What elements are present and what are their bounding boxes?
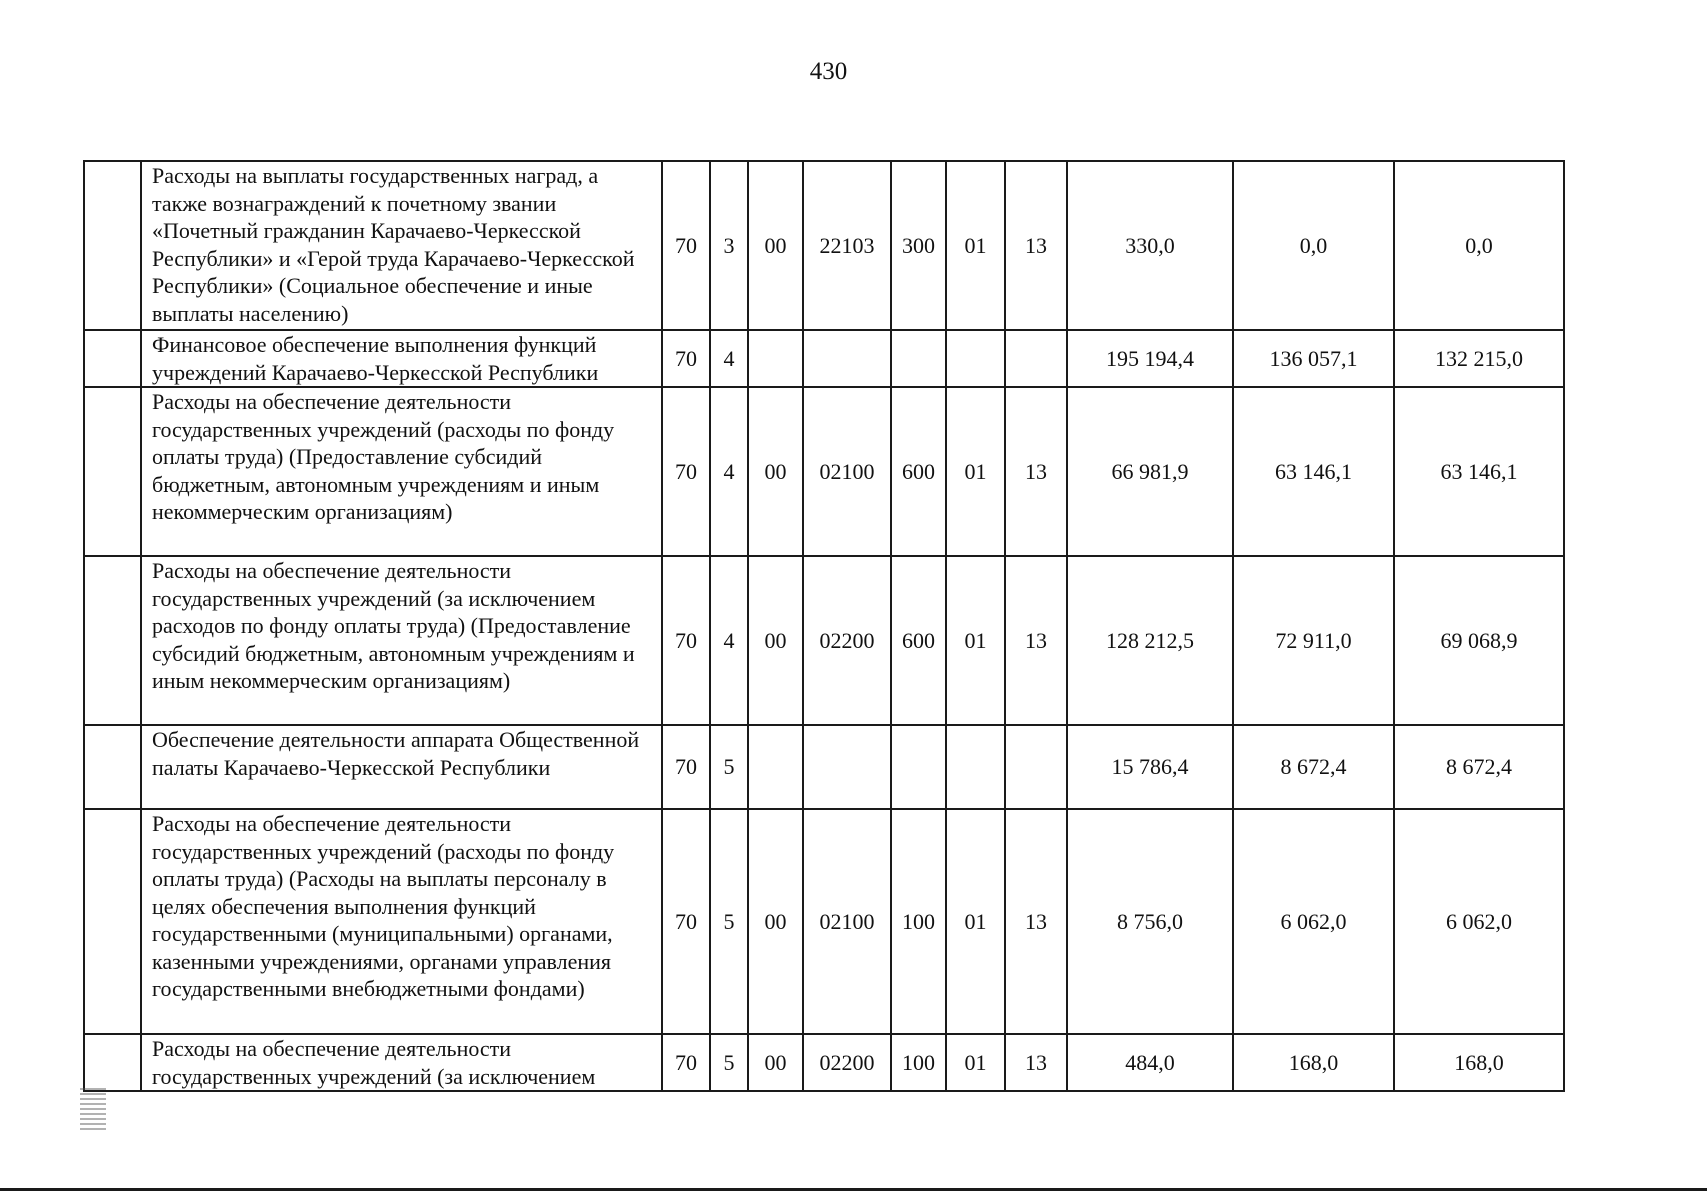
code-cell: 4 bbox=[710, 387, 748, 556]
code-cell: 01 bbox=[946, 809, 1005, 1034]
table-row bbox=[84, 387, 1564, 556]
table-row bbox=[84, 809, 1564, 1034]
code-cell: 01 bbox=[946, 387, 1005, 556]
code-cell: 70 bbox=[662, 556, 710, 725]
code-cell: 02100 bbox=[803, 387, 891, 556]
code-cell: 01 bbox=[946, 1034, 1005, 1091]
description-cell: Расходы на обеспечение деятельности государственных учреждений (за исключением bbox=[141, 1034, 662, 1091]
amount-cell: 66 981,9 bbox=[1067, 387, 1233, 556]
row-number-cell bbox=[84, 725, 141, 809]
code-cell: 300 bbox=[891, 161, 946, 330]
table-row bbox=[84, 161, 1564, 330]
code-cell: 13 bbox=[1005, 1034, 1067, 1091]
code-cell: 01 bbox=[946, 161, 1005, 330]
amount-cell: 195 194,4 bbox=[1067, 330, 1233, 387]
amount-cell: 8 672,4 bbox=[1394, 725, 1564, 809]
code-cell: 01 bbox=[946, 556, 1005, 725]
code-cell: 100 bbox=[891, 809, 946, 1034]
code-cell bbox=[946, 330, 1005, 387]
code-cell: 02200 bbox=[803, 1034, 891, 1091]
amount-cell: 484,0 bbox=[1067, 1034, 1233, 1091]
description-cell: Расходы на выплаты государственных наград, а также вознаграждений к почетному звании «Почетный гражданин Карачаево-Черкесской Республики» и «Герой труда Карачаево-Черкесской Республики» (Социальное обеспечение и иные выплаты населению) bbox=[141, 161, 662, 330]
amount-cell: 72 911,0 bbox=[1233, 556, 1394, 725]
code-cell bbox=[1005, 725, 1067, 809]
budget-table bbox=[83, 160, 1565, 1092]
amount-cell: 0,0 bbox=[1394, 161, 1564, 330]
row-number-cell bbox=[84, 387, 141, 556]
code-cell: 3 bbox=[710, 161, 748, 330]
page-number: 430 bbox=[809, 58, 848, 85]
code-cell: 70 bbox=[662, 1034, 710, 1091]
description-cell: Обеспечение деятельности аппарата Общественной палаты Карачаево-Черкесской Республики bbox=[141, 725, 662, 809]
code-cell: 00 bbox=[748, 161, 803, 330]
amount-cell: 136 057,1 bbox=[1233, 330, 1394, 387]
code-cell bbox=[1005, 330, 1067, 387]
amount-cell: 63 146,1 bbox=[1394, 387, 1564, 556]
code-cell: 70 bbox=[662, 809, 710, 1034]
code-cell: 02100 bbox=[803, 809, 891, 1034]
code-cell: 00 bbox=[748, 809, 803, 1034]
description-cell: Расходы на обеспечение деятельности государственных учреждений (расходы по фонду оплаты труда) (Предоставление субсидий бюджетным, автономным учреждениям и иным некоммерческим организациям) bbox=[141, 387, 662, 556]
code-cell bbox=[748, 330, 803, 387]
code-cell: 600 bbox=[891, 387, 946, 556]
code-cell: 5 bbox=[710, 1034, 748, 1091]
code-cell: 4 bbox=[710, 556, 748, 725]
code-cell: 5 bbox=[710, 725, 748, 809]
amount-cell: 6 062,0 bbox=[1233, 809, 1394, 1034]
code-cell: 13 bbox=[1005, 161, 1067, 330]
code-cell: 70 bbox=[662, 330, 710, 387]
code-cell: 00 bbox=[748, 1034, 803, 1091]
amount-cell: 15 786,4 bbox=[1067, 725, 1233, 809]
row-number-cell bbox=[84, 161, 141, 330]
amount-cell: 132 215,0 bbox=[1394, 330, 1564, 387]
code-cell bbox=[803, 725, 891, 809]
amount-cell: 8 756,0 bbox=[1067, 809, 1233, 1034]
code-cell bbox=[803, 330, 891, 387]
amount-cell: 0,0 bbox=[1233, 161, 1394, 330]
code-cell bbox=[891, 330, 946, 387]
code-cell: 600 bbox=[891, 556, 946, 725]
amount-cell: 63 146,1 bbox=[1233, 387, 1394, 556]
row-number-cell bbox=[84, 1034, 141, 1091]
description-cell: Расходы на обеспечение деятельности государственных учреждений (расходы по фонду оплаты труда) (Расходы на выплаты персоналу в целях обеспечения выполнения функций государственными (муниципальными) органами, казенными учреждениями, органами управления государственными внебюджетными фондами) bbox=[141, 809, 662, 1034]
amount-cell: 330,0 bbox=[1067, 161, 1233, 330]
code-cell bbox=[891, 725, 946, 809]
code-cell: 70 bbox=[662, 161, 710, 330]
code-cell: 70 bbox=[662, 387, 710, 556]
code-cell: 22103 bbox=[803, 161, 891, 330]
code-cell bbox=[946, 725, 1005, 809]
amount-cell: 168,0 bbox=[1233, 1034, 1394, 1091]
description-cell: Расходы на обеспечение деятельности государственных учреждений (за исключением расходов по фонду оплаты труда) (Предоставление субсидий бюджетным, автономным учреждениям и иным некоммерческим организациям) bbox=[141, 556, 662, 725]
scan-edge-line bbox=[0, 1188, 1707, 1191]
code-cell: 13 bbox=[1005, 387, 1067, 556]
code-cell bbox=[748, 725, 803, 809]
code-cell: 4 bbox=[710, 330, 748, 387]
code-cell: 70 bbox=[662, 725, 710, 809]
description-cell: Финансовое обеспечение выполнения функций учреждений Карачаево-Черкесской Республики bbox=[141, 330, 662, 387]
row-number-cell bbox=[84, 330, 141, 387]
scan-mark bbox=[80, 1088, 106, 1130]
table-row bbox=[84, 725, 1564, 809]
amount-cell: 69 068,9 bbox=[1394, 556, 1564, 725]
code-cell: 13 bbox=[1005, 556, 1067, 725]
code-cell: 13 bbox=[1005, 809, 1067, 1034]
amount-cell: 6 062,0 bbox=[1394, 809, 1564, 1034]
code-cell: 00 bbox=[748, 556, 803, 725]
table-row bbox=[84, 556, 1564, 725]
table-row bbox=[84, 330, 1564, 387]
code-cell: 5 bbox=[710, 809, 748, 1034]
code-cell: 100 bbox=[891, 1034, 946, 1091]
code-cell: 00 bbox=[748, 387, 803, 556]
row-number-cell bbox=[84, 556, 141, 725]
amount-cell: 128 212,5 bbox=[1067, 556, 1233, 725]
table-row bbox=[84, 1034, 1564, 1091]
amount-cell: 168,0 bbox=[1394, 1034, 1564, 1091]
amount-cell: 8 672,4 bbox=[1233, 725, 1394, 809]
row-number-cell bbox=[84, 809, 141, 1034]
code-cell: 02200 bbox=[803, 556, 891, 725]
